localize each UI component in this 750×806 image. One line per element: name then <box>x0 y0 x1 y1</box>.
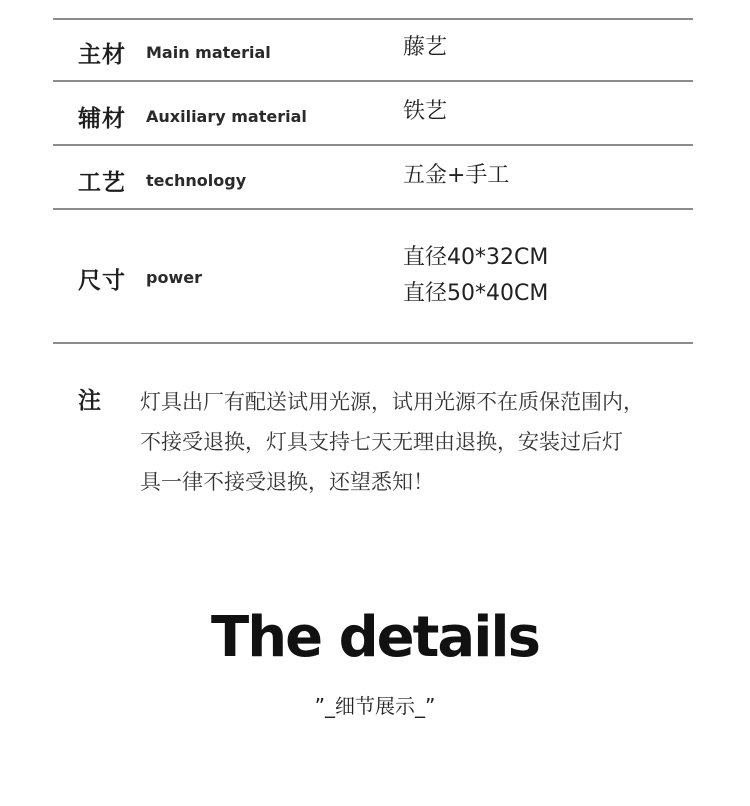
spec-label-cn: 辅材 <box>78 106 126 132</box>
note-line: 具一律不接受退换，还望悉知！ <box>140 470 434 494</box>
spec-label-en: Main material <box>146 43 271 62</box>
spec-table <box>53 18 693 344</box>
spec-row-main-material <box>53 20 693 80</box>
spec-label-en: technology <box>146 171 247 190</box>
note-line: 不接受退换，灯具支持七天无理由退换，安装过后灯 <box>140 430 623 454</box>
spec-label-cn: 主材 <box>78 42 126 68</box>
spec-value: 五金+手工 <box>403 163 510 188</box>
spec-value-line: 直径40*32CM <box>403 245 549 270</box>
spec-row-auxiliary-material <box>53 82 693 144</box>
spec-row-technology <box>53 146 693 208</box>
note-line: 灯具出厂有配送试用光源，试用光源不在质保范围内， <box>140 390 644 414</box>
details-subtitle: ”_细节展示_” <box>314 694 436 718</box>
spec-label-en: Auxiliary material <box>146 107 307 126</box>
spec-row-size <box>53 210 693 342</box>
spec-value: 藤艺 <box>403 35 448 60</box>
note-text <box>140 382 690 502</box>
table-divider <box>53 342 693 344</box>
note-label: 注 <box>78 388 101 414</box>
spec-value-line: 直径50*40CM <box>403 281 549 306</box>
spec-label-cn: 尺寸 <box>78 268 126 294</box>
spec-label-en: power <box>146 268 202 287</box>
spec-value: 铁艺 <box>403 99 448 124</box>
spec-label-cn: 工艺 <box>78 170 126 196</box>
details-title: The details <box>211 605 539 670</box>
